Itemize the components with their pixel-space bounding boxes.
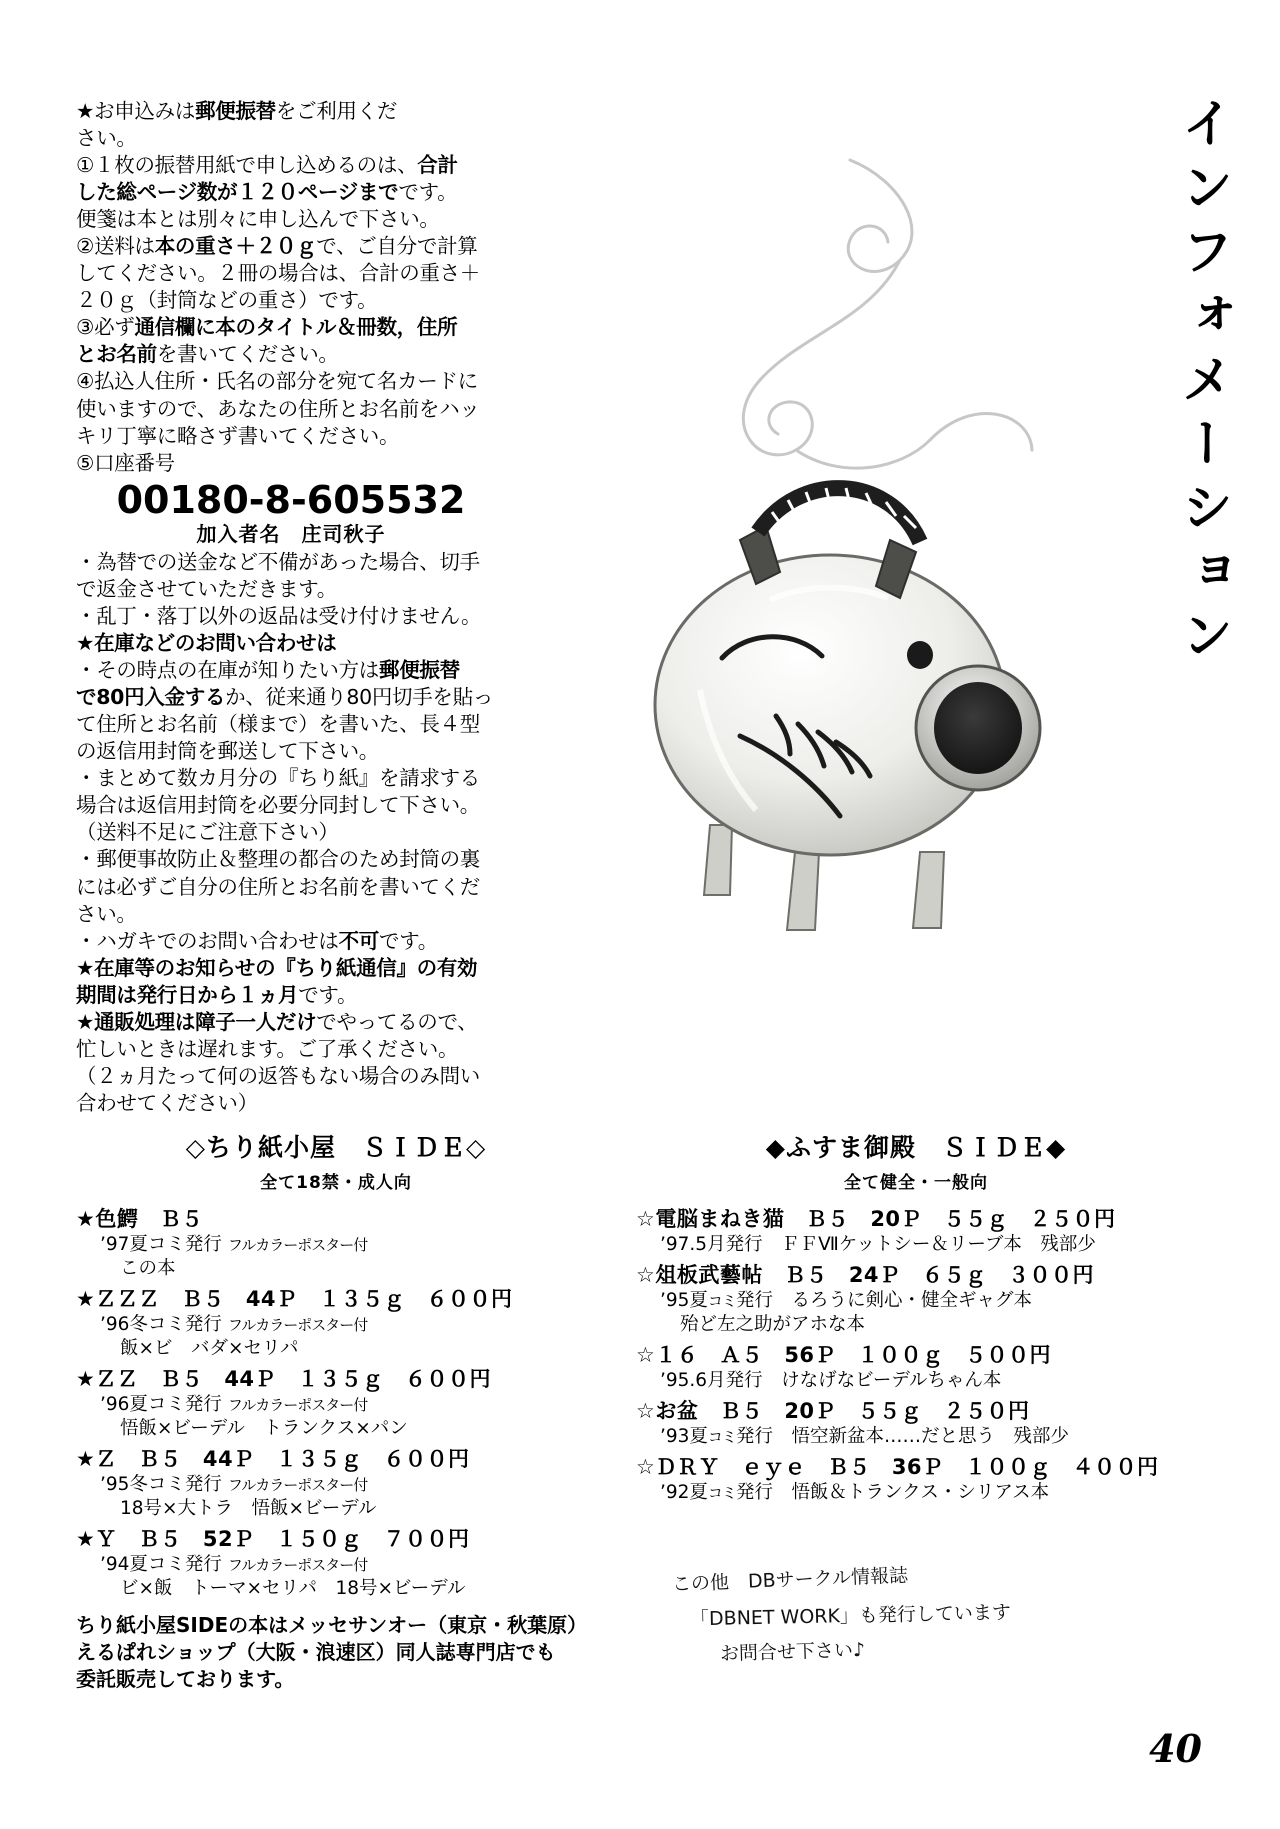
entry-title: ★Ｚ Ｂ５ 44Ｐ １３５ｇ ６００円 [76,1447,470,1472]
info-line: ★在庫などのお問い合わせは [76,631,337,656]
info-lines-top [76,98,506,477]
info-line: 合わせてください） [76,1090,258,1115]
entry-title: ★Ｙ Ｂ５ 52Ｐ １５０ｇ ７００円 [76,1527,470,1552]
entry-title: ☆俎板武藝帖 Ｂ５ 24Ｐ ６５ｇ ３００円 [636,1263,1095,1288]
entry-title: ☆１６ Ａ５ 56Ｐ １００ｇ ５００円 [636,1343,1052,1368]
consignment-footnote: ちり紙小屋SIDEの本はメッセサンオー（東京・秋葉原） えるぱれショップ（大阪・浪速区）同人誌専門店でも 委託販売しております。 [76,1613,588,1691]
entry-detail-secondary: 悟飯×ビーデル トランクス×パン [120,1418,408,1440]
info-line: で80円入金するか、従来通り80円切手を貼っ [76,685,494,710]
info-line: ②送料は本の重さ＋２０ｇで、ご自分で計算 [76,234,478,259]
info-line: してください。２冊の場合は、合計の重さ＋ [76,261,480,286]
info-line: ２０ｇ（封筒などの重さ）です。 [76,288,378,313]
catalog-entry [636,1259,1196,1337]
column-fusuma-goten-side [636,1128,1196,1507]
handwritten-line-1: この他 DBサークル情報誌 [671,1564,909,1596]
entry-detail-secondary: 飯×ビ バダ×セリパ [120,1338,299,1360]
info-line: ⑤口座番号 [76,450,175,475]
pig-illustration [560,150,1120,970]
catalog-entry [636,1203,1196,1257]
info-line: （２ヵ月たって何の返答もない場合のみ問い [76,1063,480,1088]
entry-detail: ’96冬コミ発行 フルカラーポスター付 [100,1314,368,1336]
left-column-subheading: 全て18禁・成人向 [260,1173,412,1193]
right-entry-list [636,1203,1196,1505]
info-line: さい。 [76,901,137,926]
entry-detail: ’95冬コミ発行 フルカラーポスター付 [100,1474,368,1496]
entry-detail: ’96夏コミ発行 フルカラーポスター付 [100,1394,368,1416]
handwritten-note [672,1562,1132,1670]
info-line: ・その時点の在庫が知りたい方は郵便振替 [76,658,460,683]
catalog-entry [636,1451,1196,1505]
info-line: ・まとめて数カ月分の『ちり紙』を請求する [76,766,480,791]
info-lines-bottom [76,549,506,1117]
catalog-entry [636,1395,1196,1449]
info-line: ③必ず通信欄に本のタイトル＆冊数，住所 [76,315,458,340]
info-line: ・為替での送金など不備があった場合、切手 [76,549,480,574]
info-line: 便箋は本とは別々に申し込んで下さい。 [76,207,440,232]
page-title-vertical: インフォメーション [1172,96,1232,672]
info-line: で返金させていただきます。 [76,576,337,601]
info-line: 使いますので、あなたの住所とお名前をハッ [76,396,480,421]
entry-detail: ’93夏コミ発行 悟空新盆本……だと思う 残部少 [660,1426,1069,1448]
catalog-entry [76,1363,596,1441]
information-block [76,98,506,1117]
info-line: 忙しいときは遅れます。ご了承ください。 [76,1036,459,1061]
page-number: 40 [1149,1726,1202,1771]
info-line: ・乱丁・落丁以外の返品は受け付けません。 [76,604,482,629]
entry-title: ☆電脳まねき猫 Ｂ５ 20Ｐ ５５ｇ ２５０円 [636,1207,1116,1231]
entry-detail-secondary: ビ×飯 トーマ×セリパ 18号×ビーデル [120,1578,466,1600]
entry-title: ☆ＤＲＹ ｅｙｅ Ｂ５ 36Ｐ １００ｇ ４００円 [636,1455,1159,1480]
entry-title: ★ＺＺ Ｂ５ 44Ｐ １３５ｇ ６００円 [76,1367,492,1392]
left-column-heading: ◇ちり紙小屋 ＳＩＤＥ◇ [185,1133,487,1162]
info-line: とお名前を書いてください。 [76,342,339,367]
entry-detail: ’92夏コミ発行 悟飯＆トランクス・シリアス本 [660,1482,1050,1504]
info-line: 期間は発行日から１ヵ月です。 [76,982,358,1007]
info-line: した総ページ数が１２０ページまでです。 [76,180,458,205]
catalog-entry [76,1203,596,1281]
entry-detail: ’95.6月発行 けなげなビーデルちゃん本 [660,1370,1002,1392]
account-holder-name: 加入者名 庄司秋子 [196,521,386,546]
info-line: ・郵便事故防止＆整理の都合のため封筒の裏 [76,847,480,872]
entry-title: ★色鰐 Ｂ５ [76,1207,203,1231]
ceramic-pig-mosquito-coil-holder [590,480,1090,950]
info-line: ・ハガキでのお問い合わせは不可です。 [76,928,438,953]
info-line: ④払込人住所・氏名の部分を宛て名カードに [76,369,478,394]
info-line: の返信用封筒を郵送して下さい。 [76,739,379,764]
catalog-entry [636,1339,1196,1393]
catalog-entry [76,1523,596,1601]
handwritten-line-3: お問合せ下さい♪ [719,1639,866,1666]
catalog-entry [76,1443,596,1521]
entry-title: ★ＺＺＺ Ｂ５ 44Ｐ １３５ｇ ６００円 [76,1287,513,1312]
info-line: 場合は返信用封筒を必要分同封して下さい。 [76,793,480,818]
entry-detail-secondary: この本 [120,1258,176,1280]
info-line: さい。 [76,126,137,151]
left-entry-list [76,1203,596,1601]
entry-detail-secondary: 18号×大トラ 悟飯×ビーデル [120,1498,377,1520]
info-line: ★お申込みは郵便振替をご利用くだ [76,99,398,123]
info-line: て住所とお名前（様まで）を書いた、長４型 [76,712,480,737]
right-column-heading: ◆ふすま御殿 ＳＩＤＥ◆ [765,1133,1067,1162]
right-column-subheading: 全て健全・一般向 [844,1173,988,1193]
entry-title: ☆お盆 Ｂ５ 20Ｐ ５５ｇ ２５０円 [636,1399,1030,1424]
handwritten-line-2: 「DBNET WORK」も発行しています [689,1601,1012,1631]
info-line: ★通販処理は障子一人だけでやってるので、 [76,1009,478,1034]
info-line: ★在庫等のお知らせの『ちり紙通信』の有効 [76,955,478,980]
entry-detail-secondary: 殆ど左之助がアホな本 [680,1314,866,1336]
entry-detail: ’94夏コミ発行 フルカラーポスター付 [100,1554,368,1576]
info-line: には必ずご自分の住所とお名前を書いてくだ [76,874,480,899]
catalog-entry [76,1283,596,1361]
entry-detail: ’97夏コミ発行 フルカラーポスター付 [100,1234,368,1255]
info-line: （送料不足にご注意下さい） [76,820,339,845]
info-line: ①１枚の振替用紙で申し込めるのは、合計 [76,153,458,178]
entry-detail: ’95夏コミ発行 るろうに剣心・健全ギャグ本 [660,1290,1032,1312]
column-chirigami-side [76,1128,596,1603]
postal-account-number: 00180-8-605532 [116,477,466,522]
info-line: キリ丁寧に略さず書いてください。 [76,423,400,448]
entry-detail: ’97.5月発行 ＦＦⅦケットシー＆リーブ本 残部少 [660,1234,1096,1255]
